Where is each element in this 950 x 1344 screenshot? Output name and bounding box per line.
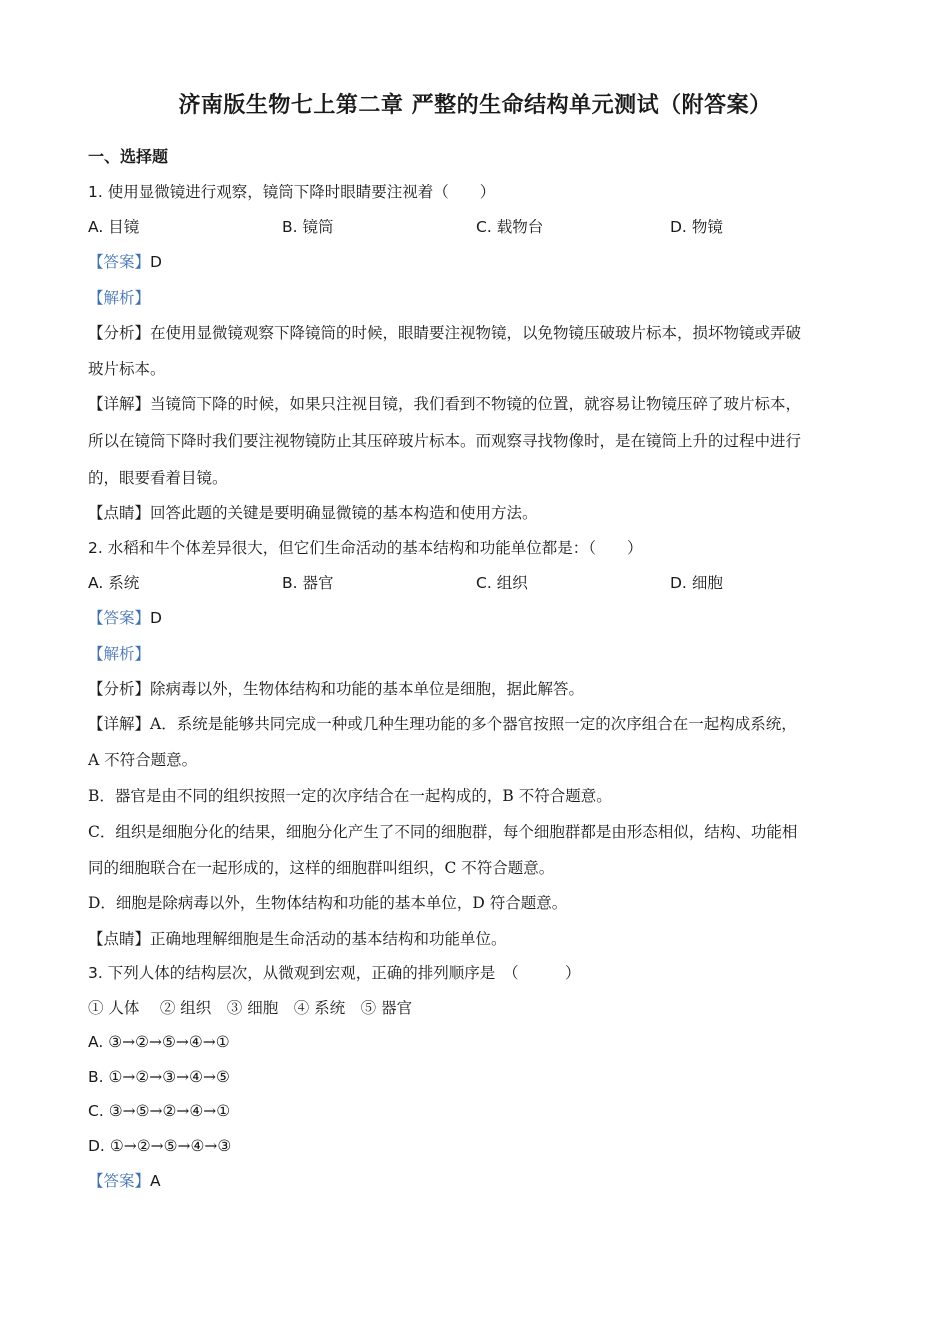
option-text: ①→②→⑤→④→③ [109,1137,232,1155]
q1-option-d [670,216,723,238]
option-text: ①→②→③→④→⑤ [108,1068,230,1086]
answer-value: D [150,609,162,627]
option-letter: C. [476,574,492,592]
q2-xiangjie-cont: A 不符合题意。 [88,751,198,769]
option-letter: B. [282,574,298,592]
q1-xiangjie: 【详解】当镜筒下降的时候，如果只注视目镜，我们看到不物镜的位置，就容易让物镜压碎了玻片标本， [88,395,802,413]
question-number: 1. [88,183,103,201]
q2-option-b [282,572,334,594]
option-letter: D. [670,218,687,236]
q1-xiangjie-cont2: 的，眼要看着目镜。 [88,469,228,487]
q3-answer [88,1170,161,1192]
option-letter: A. [88,574,104,592]
option-letter: D. [88,1137,105,1155]
q2-option-d-explanation: D．细胞是除病毒以外，生物体结构和功能的基本单位，D 符合题意。 [88,894,568,912]
question-text: 下列人体的结构层次，从微观到宏观，正确的排列顺序是 （ ） [107,964,581,982]
question-text: 水稻和牛个体差异很大，但它们生命活动的基本结构和功能单位都是：（ ） [107,539,643,557]
option-letter: B. [282,218,298,236]
option-letter: A. [88,218,104,236]
question-2-stem [88,537,643,559]
option-letter: C. [88,1102,104,1120]
q1-option-b [282,216,334,238]
q3-option-b [88,1066,230,1088]
q2-option-c-explanation-cont: 同的细胞联合在一起形成的，这样的细胞群叫组织，C 不符合题意。 [88,859,555,877]
option-text: 系统 [108,574,140,592]
q2-option-d [670,572,723,594]
q1-option-c [476,216,543,238]
section-heading: 一、选择题 [88,147,169,166]
question-number: 3. [88,964,103,982]
option-text: 镜筒 [302,218,334,236]
q3-items: ① 人体 ② 组织 ③ 细胞 ④ 系统 ⑤ 器官 [88,999,413,1017]
option-text: 物镜 [691,218,723,236]
q2-option-c-explanation: C．组织是细胞分化的结果，细胞分化产生了不同的细胞群，每个细胞群都是由形态相似，结构、功能相 [88,823,798,841]
option-text: ③→②→⑤→④→① [108,1033,230,1051]
option-text: 目镜 [108,218,140,236]
question-number: 2. [88,539,103,557]
answer-value: A [150,1172,161,1190]
q1-dianjing: 【点睛】回答此题的关键是要明确显微镜的基本构造和使用方法。 [88,504,538,522]
option-text: 组织 [496,574,528,592]
q1-option-a [88,216,139,238]
q1-fenxi-cont: 玻片标本。 [88,360,166,378]
option-letter: D. [670,574,687,592]
q2-option-a [88,572,139,594]
option-text: 器官 [302,574,334,592]
q1-answer [88,251,162,273]
q2-option-b-explanation: B．器官是由不同的组织按照一定的次序结合在一起构成的，B 不符合题意。 [88,787,612,805]
option-text: 细胞 [691,574,723,592]
answer-tag: 【答案】 [88,1172,151,1190]
answer-value: D [150,253,162,271]
q2-xiangjie: 【详解】A．系统是能够共同完成一种或几种生理功能的多个器官按照一定的次序组合在一起构成系统， [88,715,797,733]
q3-option-c [88,1100,230,1122]
q2-analysis-tag: 【解析】 [88,645,151,663]
option-letter: C. [476,218,492,236]
option-text: ③→⑤→②→④→① [108,1102,231,1120]
q3-option-d [88,1135,231,1157]
page-title: 济南版生物七上第二章 严整的生命结构单元测试（附答案） [178,93,772,118]
q2-answer [88,607,162,629]
q2-dianjing: 【点睛】正确地理解细胞是生命活动的基本结构和功能单位。 [88,930,507,948]
option-letter: A. [88,1033,104,1051]
q2-fenxi: 【分析】除病毒以外，生物体结构和功能的基本单位是细胞，据此解答。 [88,680,585,698]
option-text: 载物台 [496,218,544,236]
q2-option-c [476,572,528,594]
q3-option-a [88,1031,230,1053]
question-3-stem [88,962,581,984]
question-1-stem [88,181,495,203]
q1-analysis-tag: 【解析】 [88,289,151,307]
answer-tag: 【答案】 [88,253,151,271]
question-text: 使用显微镜进行观察，镜筒下降时眼睛要注视着（ ） [107,183,496,201]
q1-xiangjie-cont: 所以在镜筒下降时我们要注视物镜防止其压碎玻片标本。而观察寻找物像时，是在镜筒上升的过程中进行 [88,432,802,450]
answer-tag: 【答案】 [88,609,151,627]
q1-fenxi: 【分析】在使用显微镜观察下降镜筒的时候，眼睛要注视物镜，以免物镜压破玻片标本，损坏物镜或弄破 [88,324,802,342]
option-letter: B. [88,1068,104,1086]
